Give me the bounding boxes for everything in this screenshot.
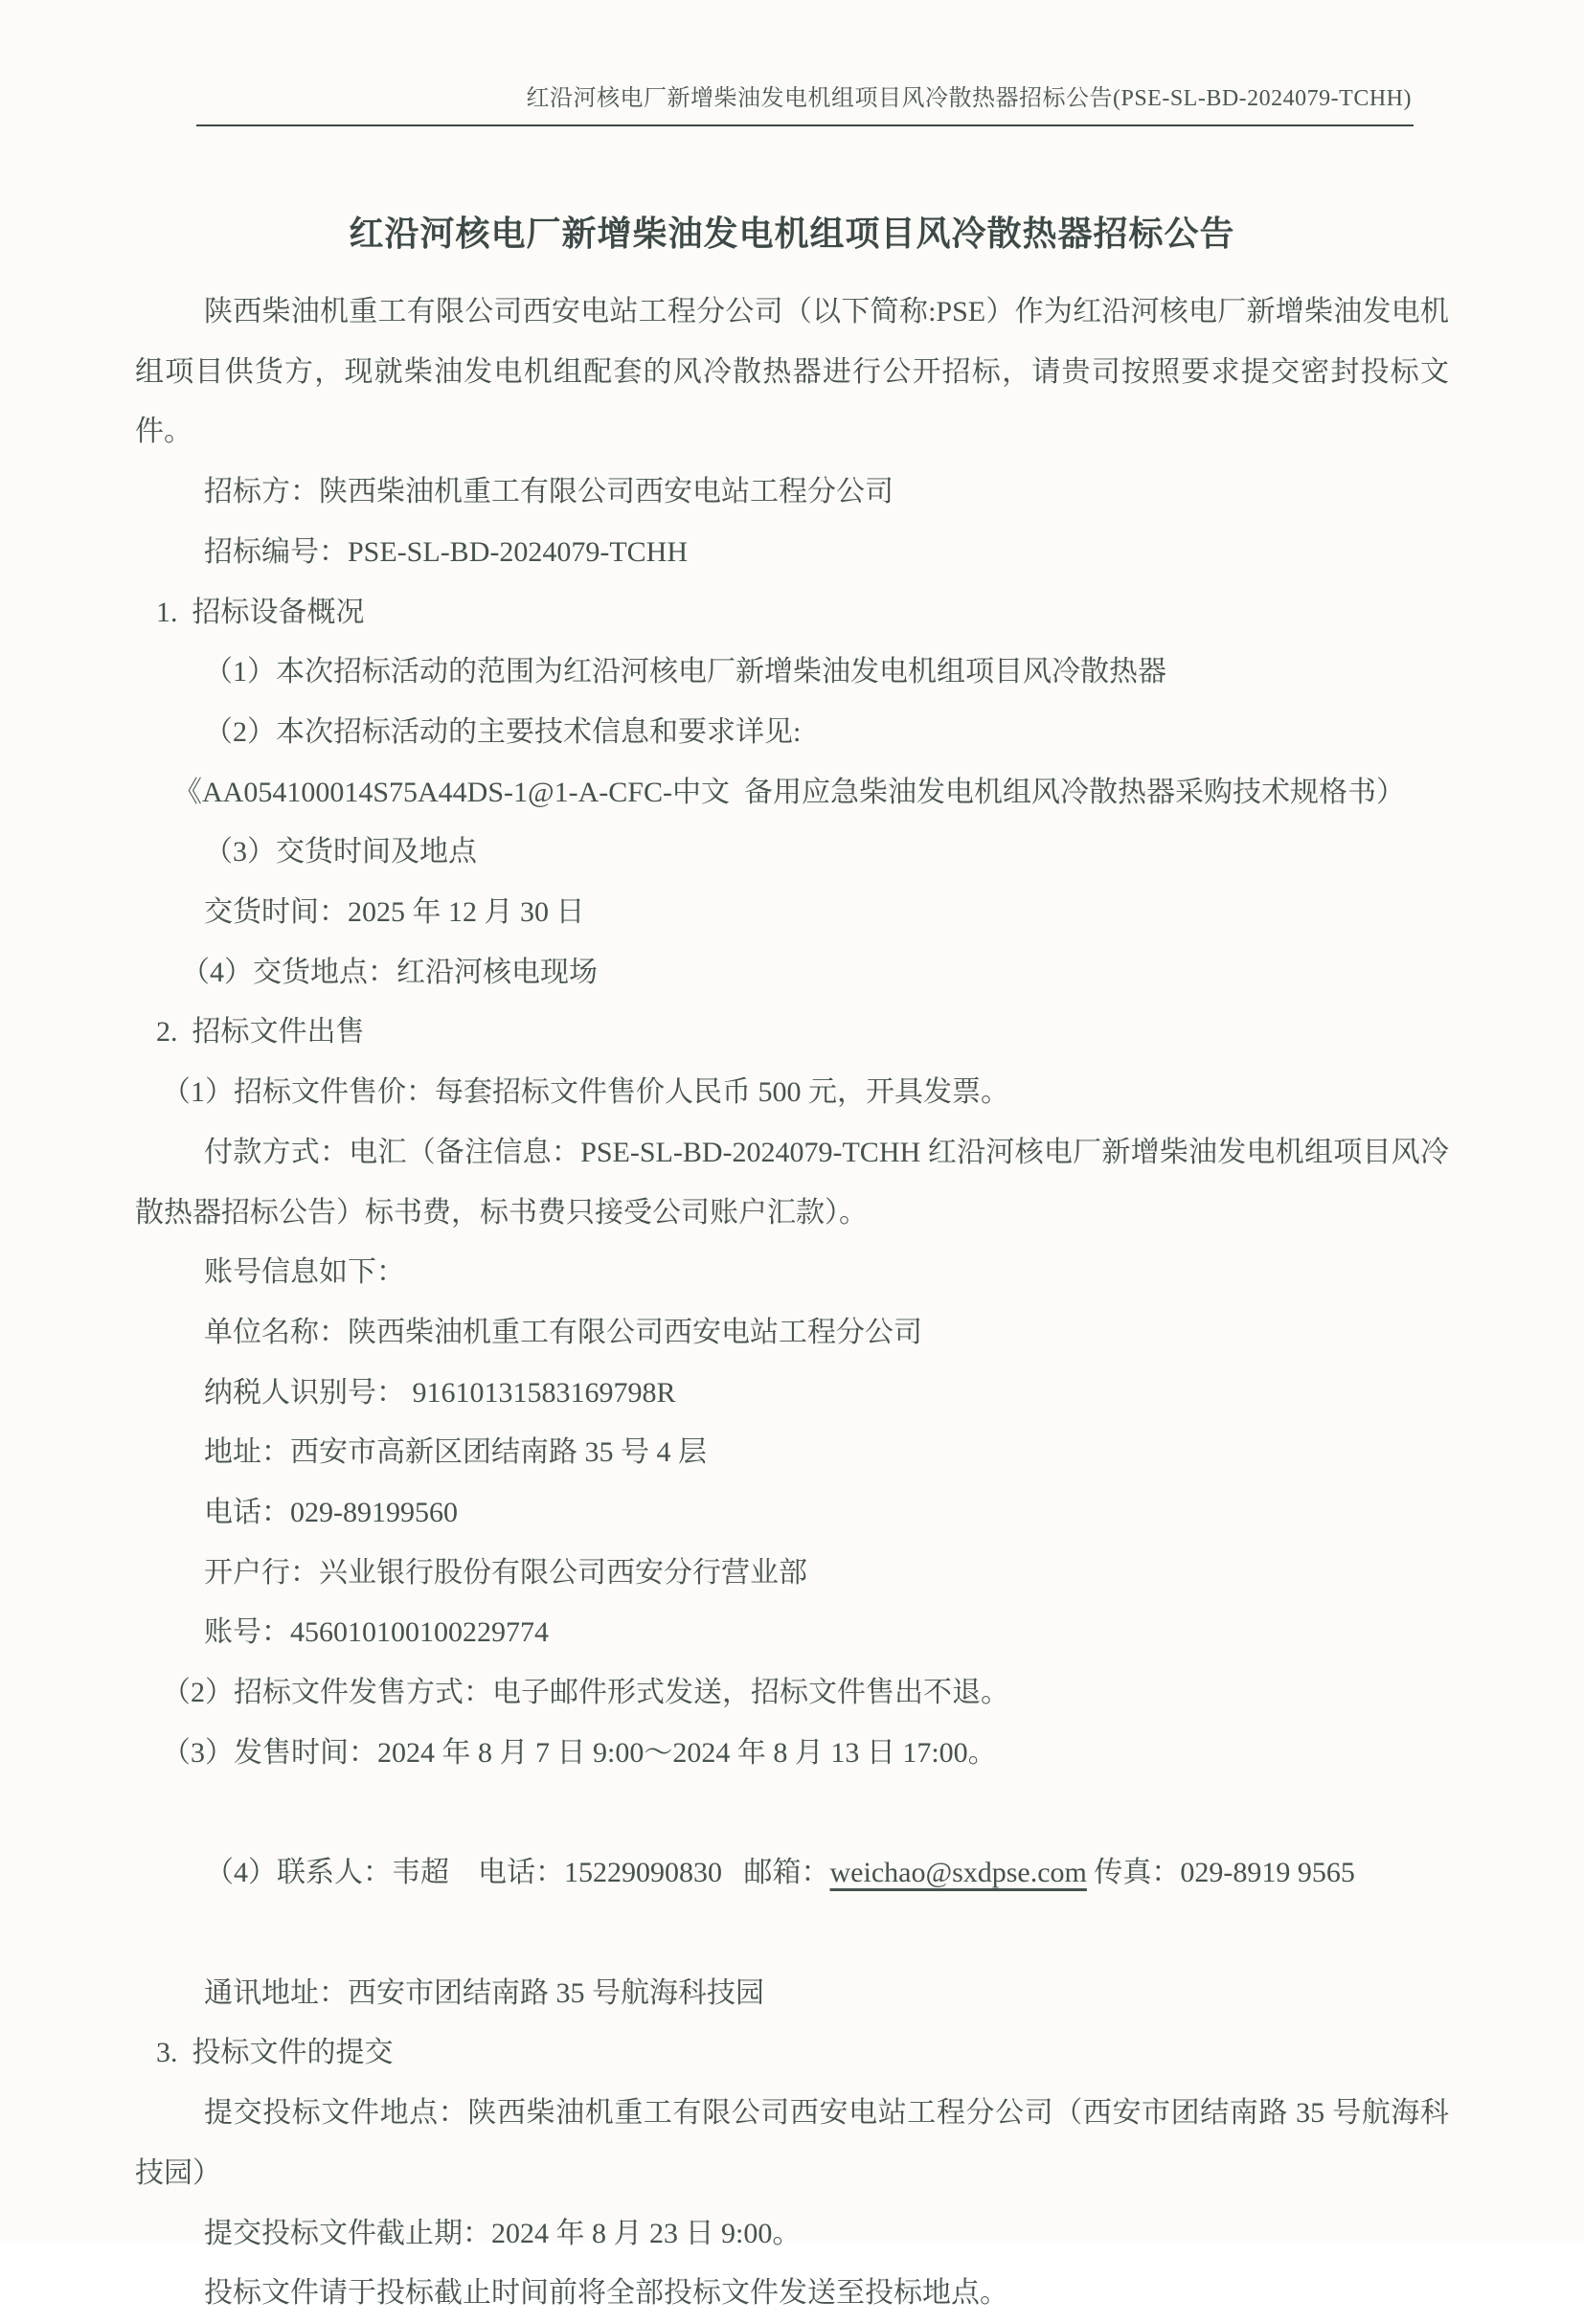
sale-time-line: （3）发售时间：2024 年 8 月 7 日 9:00～2024 年 8 月 13 日 17:00。 [162,1736,997,1769]
intro-paragraph: 陕西柴油机重工有限公司西安电站工程分公司（以下简称:PSE）作为红沿河核电厂新增柴油发电机组项目供货方，现就柴油发电机组配套的风冷散热器进行公开招标，请贵司按照要求提交密封投标文件。 [135,296,1449,448]
delivery-place-line: （4）交货地点：红沿河核电现场 [181,956,598,988]
doc-price-line: （1）招标文件售价：每套招标文件售价人民币 500 元，开具发票。 [162,1076,1009,1109]
taxpayer-id-line: 纳税人识别号： 91610131583169798R [204,1376,676,1409]
account-info-line: 账号信息如下： [204,1256,405,1289]
document-body [135,282,1449,2324]
running-header: 红沿河核电厂新增柴油发电机组项目风冷散热器招标公告(PSE-SL-BD-2024079-TCHH) [526,86,1412,111]
mailing-address-line: 通讯地址：西安市团结南路 35 号航海科技园 [204,1976,764,2009]
delivery-time-line: 交货时间：2025 年 12 月 30 日 [204,896,585,929]
delivery-method-line: （2）招标文件发售方式：电子邮件形式发送，招标文件售出不退。 [162,1677,1009,1709]
company-name-line: 单位名称：陕西柴油机重工有限公司西安电站工程分公司 [204,1316,922,1348]
contact-suffix: 传真：029-8919 9565 [1086,1857,1355,1889]
delivery-heading-line: （3）交货时间及地点 [204,836,477,869]
section-3-heading: 3. 投标文件的提交 [156,2037,394,2069]
address-line: 地址：西安市高新区团结南路 35 号 4 层 [204,1436,707,1469]
phone-line: 电话：029-89199560 [204,1497,458,1529]
submission-deadline-line: 提交投标文件截止期：2024 年 8 月 23 日 9:00。 [204,2217,802,2249]
contact-email-link[interactable]: weichao@sxdpse.com [829,1857,1087,1889]
contact-prefix: （4）联系人：韦超 电话：15229090830 邮箱： [205,1857,830,1889]
tender-number-line: 招标编号：PSE-SL-BD-2024079-TCHH [204,535,689,568]
account-number-line: 账号：456010100100229774 [204,1616,549,1649]
section-1-heading: 1. 招标设备概况 [156,596,365,628]
submission-note-line: 投标文件请于投标截止时间前将全部投标文件发送至投标地点。 [204,2277,1008,2310]
contact-line [135,1784,1449,1964]
payment-method-paragraph: 付款方式：电汇（备注信息：PSE-SL-BD-2024079-TCHH 红沿河核电厂新增柴油发电机组项目风冷散热器招标公告）标书费，标书费只接受公司账户汇款）。 [135,1136,1449,1229]
submission-place-paragraph: 提交投标文件地点：陕西柴油机重工有限公司西安电站工程分公司（西安市团结南路 35 号航海科技园） [135,2097,1449,2189]
tech-info-line: （2）本次招标活动的主要技术信息和要求详见: [204,715,802,748]
spec-book-line: 《AA054100014S75A44DS-1@1-A-CFC-中文 备用应急柴油发电机组风冷散热器采购技术规格书） [173,776,1405,808]
section-2-heading: 2. 招标文件出售 [156,1016,365,1049]
document-title: 红沿河核电厂新增柴油发电机组项目风冷散热器招标公告 [349,214,1235,253]
header-divider [196,124,1414,126]
tenderer-line: 招标方：陕西柴油机重工有限公司西安电站工程分公司 [204,476,894,508]
bank-line: 开户行：兴业银行股份有限公司西安分行营业部 [204,1556,807,1589]
scope-line: （1）本次招标活动的范围为红沿河核电厂新增柴油发电机组项目风冷散热器 [204,656,1166,688]
